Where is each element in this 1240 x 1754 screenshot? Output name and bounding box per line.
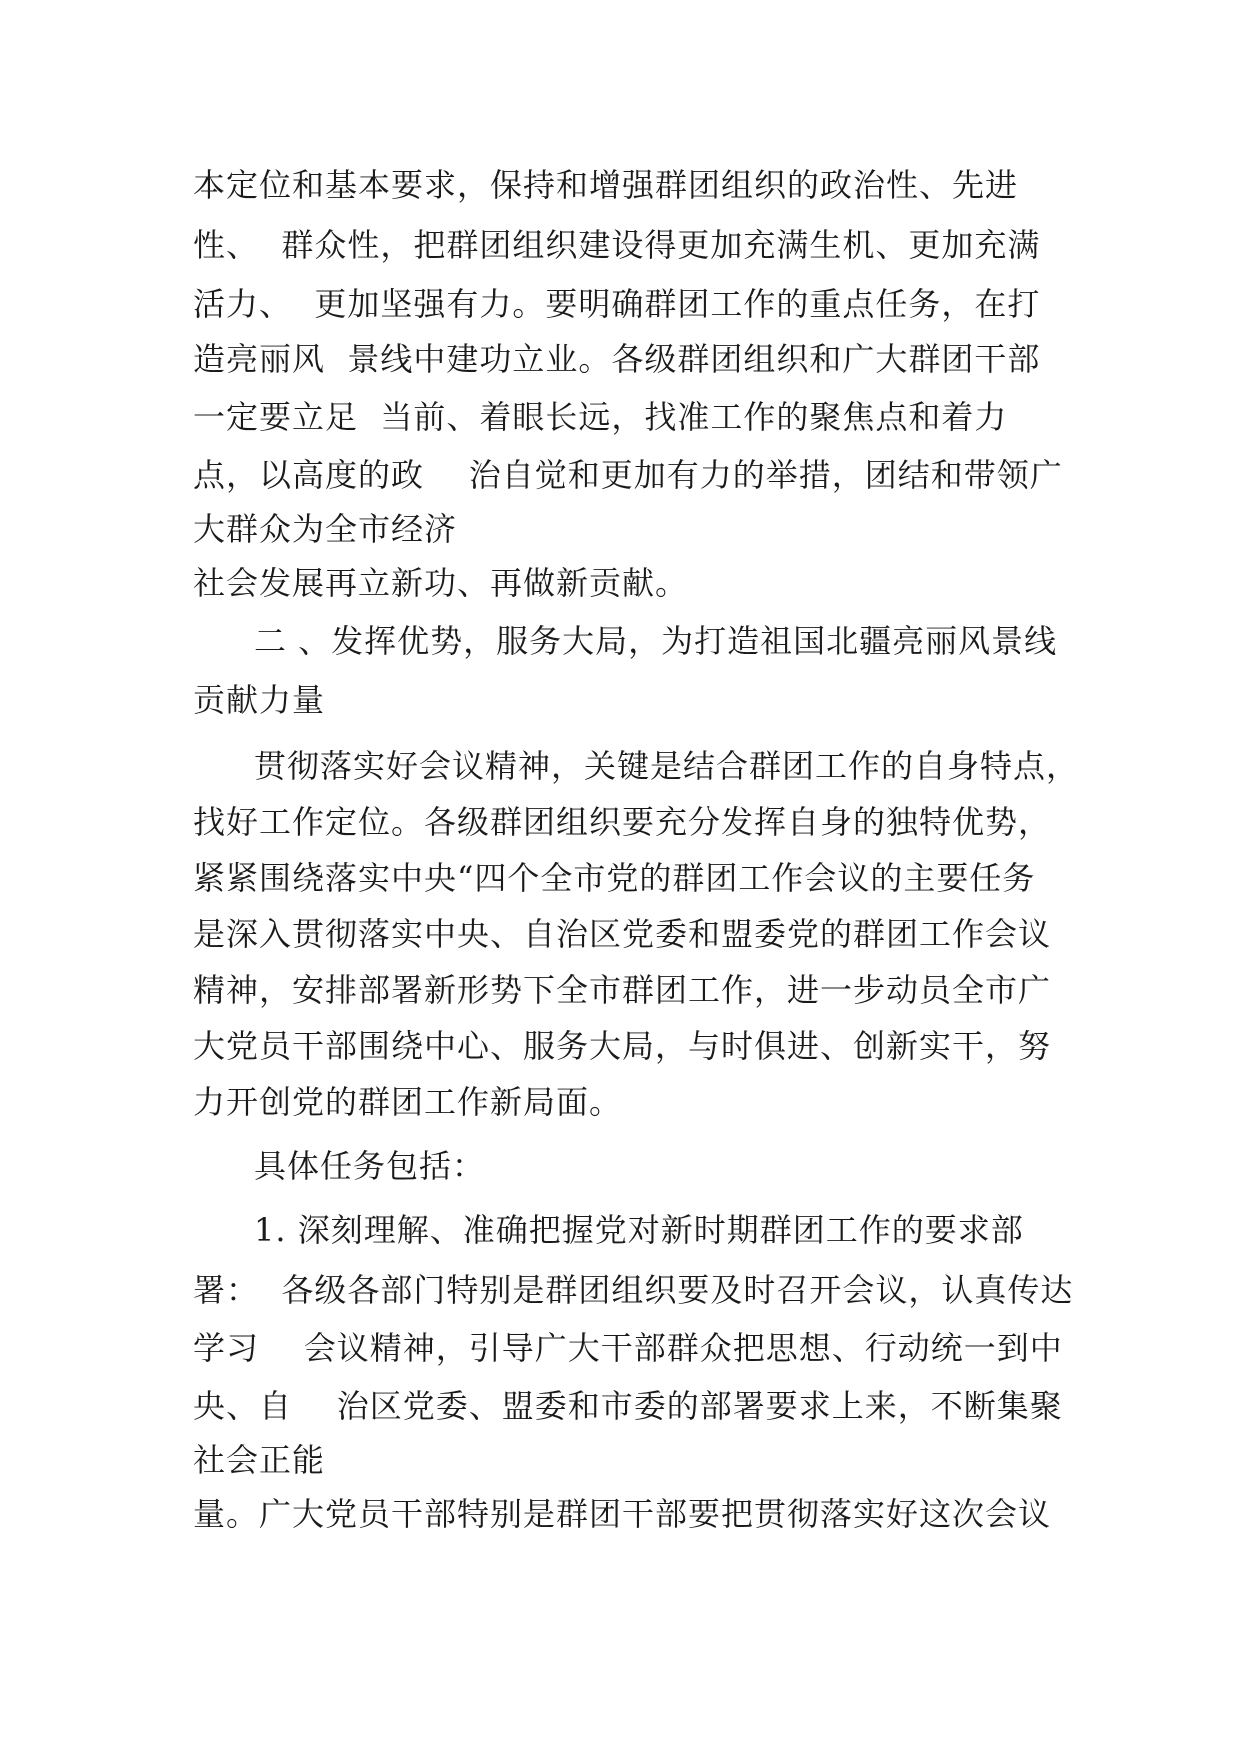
text-line: 大党员干部围绕中心、服务大局，与时俱进、创新实干，努 xyxy=(193,1027,1052,1065)
text-line: 性、 群众性，把群团组织建设得更加充满生机、更加充满 xyxy=(193,226,1041,264)
text-line: 社会发展再立新功、再做新贡献。 xyxy=(193,564,689,602)
text-line: 学习 会议精神，引导广大干部群众把思想、行动统一到中 xyxy=(193,1329,1063,1367)
text-line: 大群众为全市经济 xyxy=(193,510,458,548)
text-line: 找好工作定位。各级群团组织要充分发挥自身的独特优势， xyxy=(193,803,1052,841)
text-line: 是深入贯彻落实中央、自治区党委和盟委党的群团工作会议 xyxy=(193,915,1052,953)
text-line: 央、自 治区党委、盟委和市委的部署要求上来，不断集聚 xyxy=(193,1387,1063,1425)
text-line: 紧紧围绕落实中央“四个全市党的群团工作会议的主要任务 xyxy=(193,859,1036,897)
text-line: 力开创党的群团工作新局面。 xyxy=(193,1083,623,1121)
text-line: 贯彻落实好会议精神，关键是结合群团工作的自身特点， xyxy=(254,747,1080,785)
text-line: 具体任务包括： xyxy=(254,1147,486,1185)
text-line: 本定位和基本要求，保持和增强群团组织的政治性、先进 xyxy=(193,166,1019,204)
text-line: 社会正能 xyxy=(193,1441,326,1479)
section-heading: 二 、发挥优势，服务大局，为打造祖国北疆亮丽风景线 xyxy=(254,622,1058,660)
text-line: 精神，安排部署新形势下全市群团工作，进一步动员全市广 xyxy=(193,971,1052,1009)
list-item-1: 1. 深刻理解、准确把握党对新时期群团工作的要求部 xyxy=(254,1211,1024,1249)
text-line: 点，以高度的政 治自觉和更加有力的举措，团结和带领广 xyxy=(193,456,1063,494)
text-line: 活力、 更加坚强有力。要明确群团工作的重点任务，在打 xyxy=(193,285,1041,323)
text-line: 造亮丽风 景线中建功立业。各级群团组织和广大群团干部 xyxy=(193,340,1041,378)
text-line: 一定要立足 当前、着眼长远，找准工作的聚焦点和着力 xyxy=(193,398,1008,436)
section-heading-continued: 贡献力量 xyxy=(193,681,326,719)
text-line: 署： 各级各部门特别是群团组织要及时召开会议，认真传达 xyxy=(193,1271,1074,1309)
text-line: 量。广大党员干部特别是群团干部要把贯彻落实好这次会议 xyxy=(193,1495,1052,1533)
